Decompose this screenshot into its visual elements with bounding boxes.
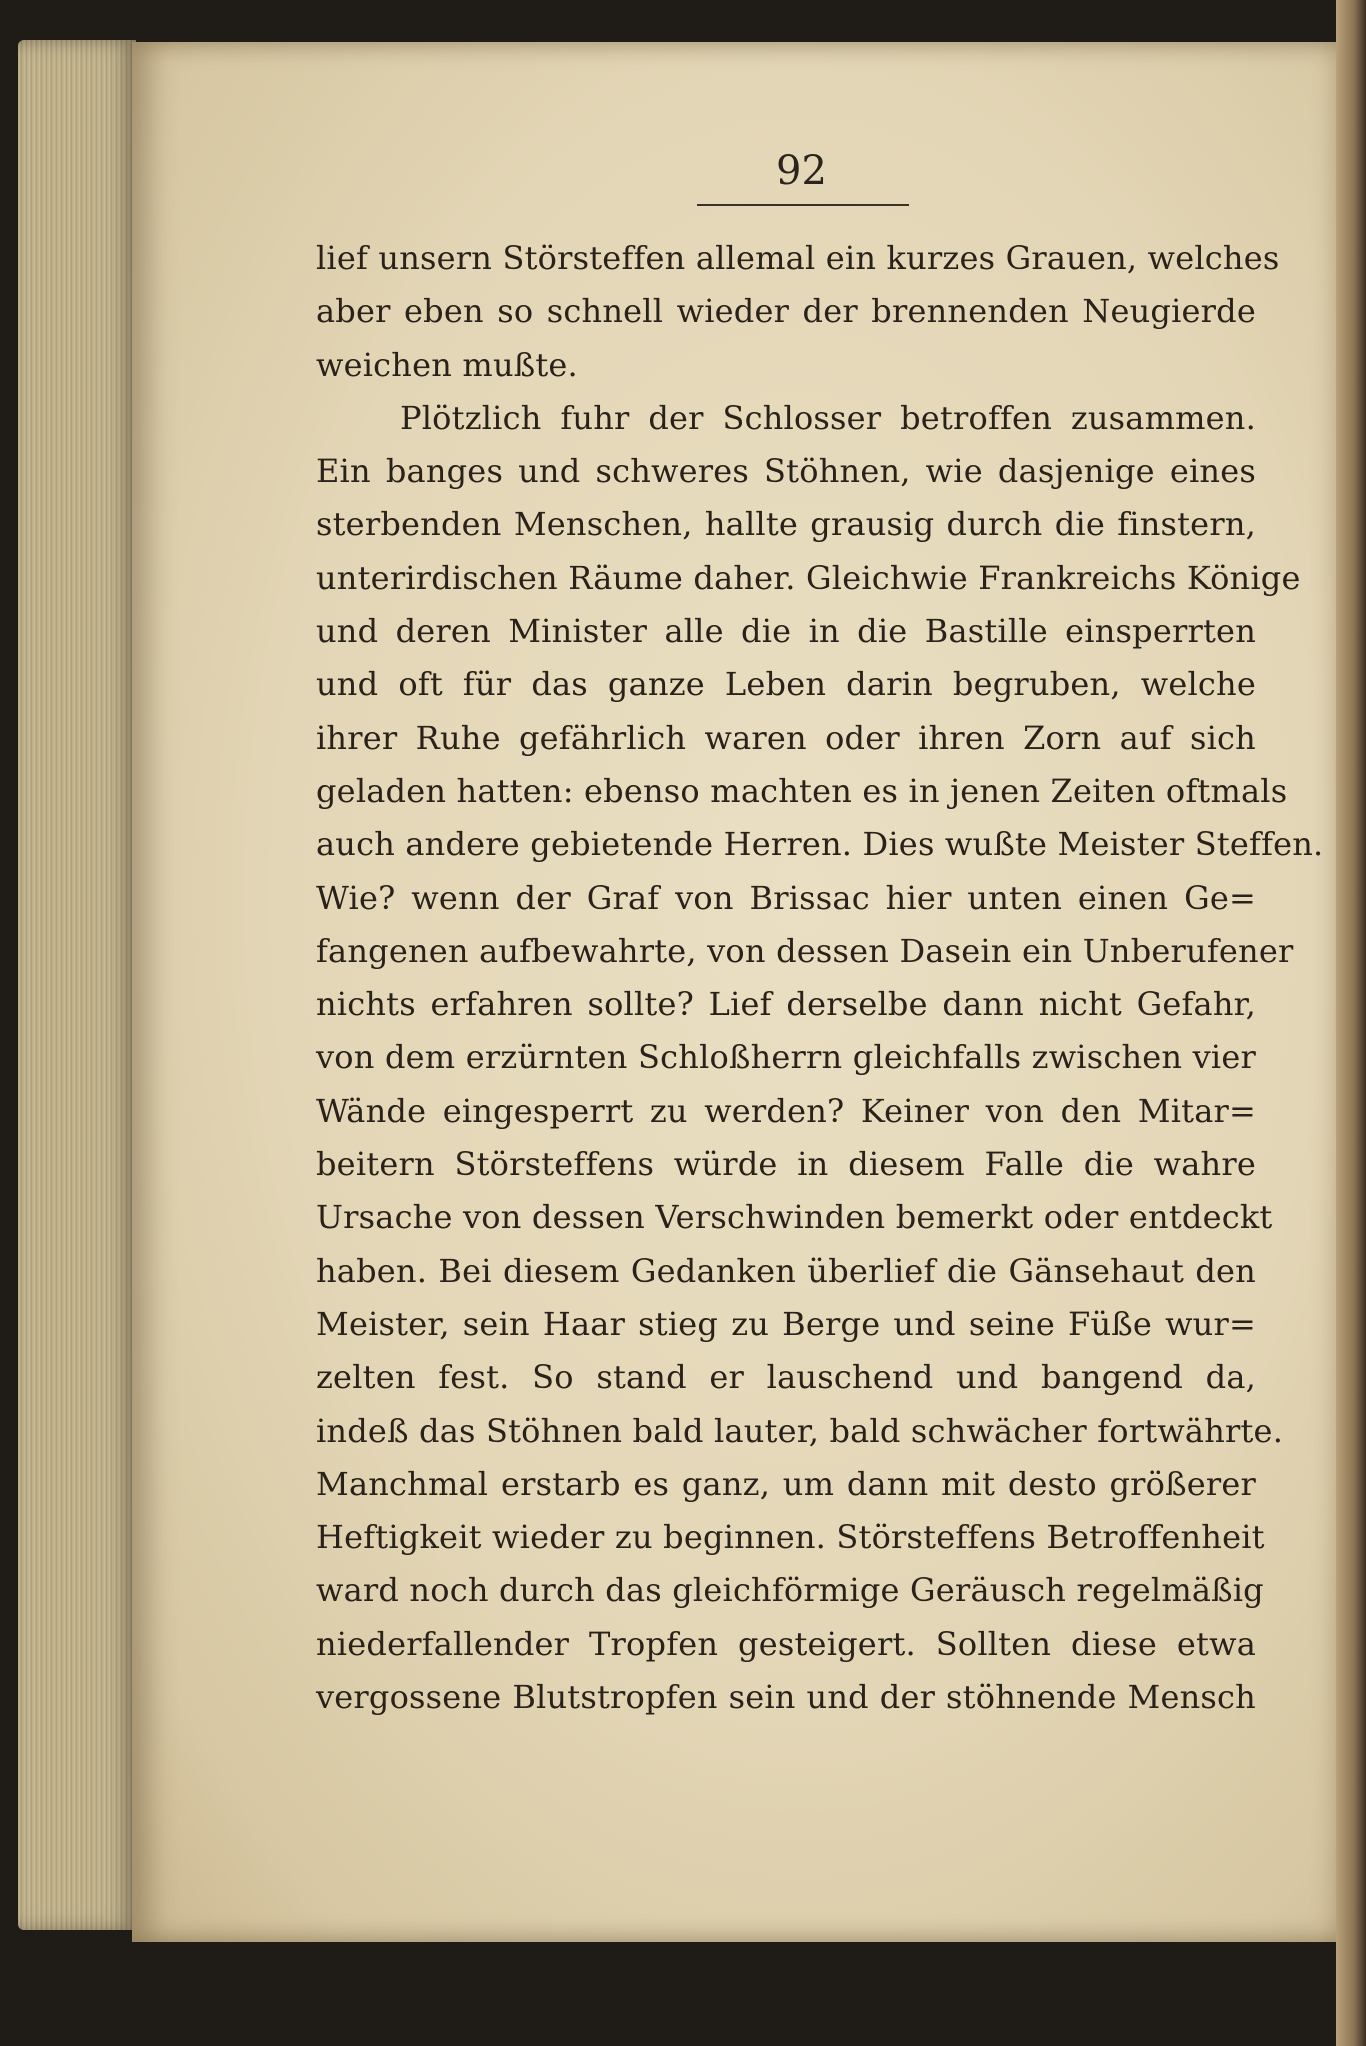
text-line: Ein banges und schweres Stöhnen, wie dasjenige eines xyxy=(316,452,1256,491)
header-rule xyxy=(697,204,909,206)
book-right-edge xyxy=(1336,0,1366,2046)
text-line: weichen mußte. xyxy=(316,345,578,384)
text-line: indeß das Stöhnen bald lauter, bald schwächer fortwährte. xyxy=(316,1411,1284,1450)
text-line: lief unsern Störsteffen allemal ein kurzes Grauen, welches xyxy=(316,239,1280,277)
text-line: von dem erzürnten Schloßherrn gleichfalls zwischen vier xyxy=(316,1038,1256,1077)
text-line: vergossene Blutstropfen sein und der stöhnende Mensch xyxy=(316,1678,1256,1717)
text-line: ihrer Ruhe gefährlich waren oder ihren Zorn auf sich xyxy=(316,718,1256,757)
text-line: Meister, sein Haar stieg zu Berge und seine Füße wur= xyxy=(316,1304,1256,1343)
text-line: unterirdischen Räume daher. Gleichwie Frankreichs Könige xyxy=(316,558,1301,597)
text-line: niederfallender Tropfen gesteigert. Sollten diese etwa xyxy=(316,1624,1256,1663)
text-line: Wände eingesperrt zu werden? Keiner von den Mitar= xyxy=(316,1091,1256,1130)
text-line: Plötzlich fuhr der Schlosser betroffen zusammen. xyxy=(400,398,1256,437)
text-line: beitern Störsteffens würde in diesem Falle die wahre xyxy=(316,1145,1256,1184)
body-text xyxy=(316,232,1324,1724)
text-line: und deren Minister alle die in die Bastille einsperrten xyxy=(316,612,1256,651)
text-line: auch andere gebietende Herren. Dies wußte Meister Steffen. xyxy=(316,825,1324,864)
text-line: geladen hatten: ebenso machten es in jenen Zeiten oftmals xyxy=(316,771,1288,810)
text-line: haben. Bei diesem Gedanken überlief die Gänsehaut den xyxy=(316,1251,1256,1290)
text-line: zelten fest. So stand er lauschend und bangend da, xyxy=(316,1358,1256,1397)
page-number: 92 xyxy=(776,148,827,194)
text-line: Manchmal erstarb es ganz, um dann mit desto größerer xyxy=(316,1464,1256,1503)
book-page-edges xyxy=(18,40,136,1930)
text-line: fangenen aufbewahrte, von dessen Dasein ein Unberufener xyxy=(316,931,1294,970)
text-line: aber eben so schnell wieder der brennenden Neugierde xyxy=(316,292,1256,331)
text-line: Ursache von dessen Verschwinden bemerkt oder entdeckt xyxy=(316,1198,1273,1237)
text-line: Wie? wenn der Graf von Brissac hier unten einen Ge= xyxy=(316,878,1256,917)
text-line: nichts erfahren sollte? Lief derselbe dann nicht Gefahr, xyxy=(316,985,1256,1024)
text-line: ward noch durch das gleichförmige Geräusch regelmäßig xyxy=(316,1571,1264,1610)
text-line: sterbenden Menschen, hallte grausig durch die finstern, xyxy=(316,505,1256,544)
text-line: Heftigkeit wieder zu beginnen. Störsteffens Betroffenheit xyxy=(316,1518,1265,1557)
text-line: und oft für das ganze Leben darin begruben, welche xyxy=(316,665,1256,704)
